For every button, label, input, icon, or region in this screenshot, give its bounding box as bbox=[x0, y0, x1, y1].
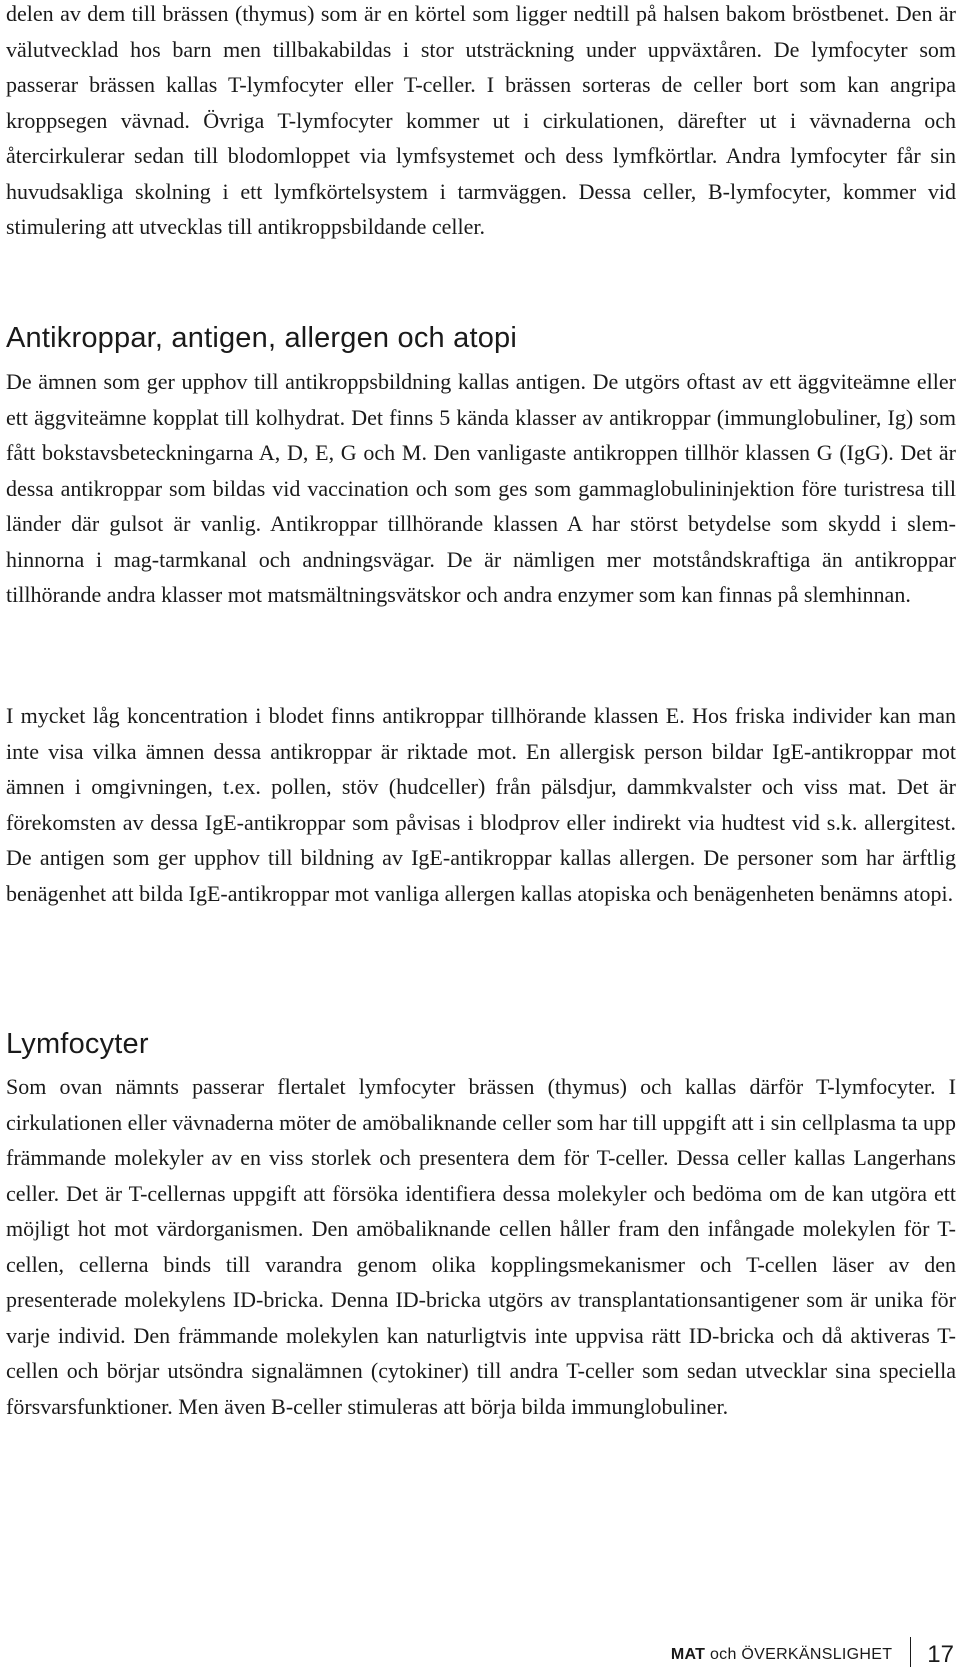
page-footer bbox=[671, 1632, 954, 1667]
heading-lymfocyter: Lymfocyter bbox=[6, 1028, 149, 1060]
paragraph-ige: I mycket låg koncentration i blodet finns antikroppar tillhörande klassen E. Hos friska individer kan man inte visa vilka ämnen dessa antikroppar är riktade mot. En allergisk person bildar IgE-antikroppar mot ämnen i omgivningen, t.ex. pollen, stöv (hudceller) från pälsdjur, dammkvalster och viss mat. Det är förekomsten av dessa IgE-antikroppar som påvisas i blodprov eller indirekt via hudtest vid s.k. allergitest. De antigen som ger upphov till bildning av IgE-antikroppar kallas allergen. De personer som har ärftlig benägenhet att bilda IgE-antikroppar mot vanliga allergen kallas atopiska och benägenheten benämns atopi. bbox=[6, 703, 956, 906]
footer-title-mat: MAT bbox=[670, 1646, 706, 1663]
heading-antikroppar: Antikroppar, antigen, allergen och atopi bbox=[6, 322, 518, 354]
page-number: 17 bbox=[927, 1641, 954, 1668]
footer-title bbox=[671, 1646, 892, 1667]
footer-title-rest: och ÖVERKÄNSLIGHET bbox=[705, 1646, 893, 1663]
paragraph-lymfocyter: Som ovan nämnts passerar flertalet lymfocyter brässen (thymus) och kallas därför T-lymfocyter. I cirkulationen eller vävnaderna möter de amöbaliknande celler som har till uppgift att i sin cellplasma ta upp främmande molekyler av en viss storlek och presentera dem för T-celler. Dessa celler kallas Langerhans celler. Det är T-cellernas uppgift att försöka identifiera dessa molekyler och bedöma om de kan utgöra ett möjligt hot mot värdorganismen. Den amöbaliknande cellen håller fram den infångade molekylen för T-cellen, cellerna binds till varandra genom olika kopplingsmekanismer och T-cellen läser av den presenterade molekylens ID-bricka. Denna ID-bricka utgörs av transplantationsantigener som är unika för varje individ. Den främmande molekylen kan naturligtvis inte uppvisa rätt ID-bricka och då aktiveras T-cellen och börjar utsöndra signalämnen (cytokiner) till andra T-celler som sedan utvecklar sina speciella försvarsfunktioner. Men även B-celler stimuleras att börja bilda immunglobuliner. bbox=[6, 1074, 956, 1419]
paragraph-thymus-intro: delen av dem till brässen (thymus) som är en körtel som ligger nedtill på halsen bakom bröstbenet. Den är välutvecklad hos barn men tillbakabildas i stor utsträckning under uppväxtåren. De lymfocyter som passerar brässen kallas T-lymfocyter eller T-celler. I brässen sorteras de celler bort som kan angripa kroppsegen vävnad. Övriga T-lymfocyter kommer ut i cirkulationen, därefter ut i vävnaderna och återcirkulerar sedan till blodomloppet via lymfsystemet och dess lymfkörtlar. Andra lymfocyter får sin huvudsakliga skolning i ett lymfkörtelsystem i tarmväggen. Dessa celler, B-lymfocyter, kommer vid stimulering att utvecklas till antikroppsbildande celler. bbox=[6, 1, 956, 239]
footer-divider bbox=[910, 1637, 911, 1667]
paragraph-antigen: De ämnen som ger upphov till antikroppsbildning kallas antigen. De utgörs oftast av ett äggviteämne eller ett äggviteämne kopplat till kolhydrat. Det finns 5 kända klasser av antikroppar (immunglobuliner, Ig) som fått bokstavsbeteckningarna A, D, E, G och M. Den vanligaste antikroppen tillhör klassen G (IgG). Det är dessa antikroppar som bildas vid vaccination och som ges som gammaglobulininjektion före turistresa till länder där gulsot är vanlig. Antikroppar tillhörande klassen A har störst betydelse som skydd i slemhinnorna i mag-tarmkanal och andningsvägar. De är nämligen mer motståndskraftiga än antikroppar tillhörande andra klasser mot matsmältningsvätskor och andra enzymer som kan finnas på slemhinnan. bbox=[6, 369, 956, 607]
